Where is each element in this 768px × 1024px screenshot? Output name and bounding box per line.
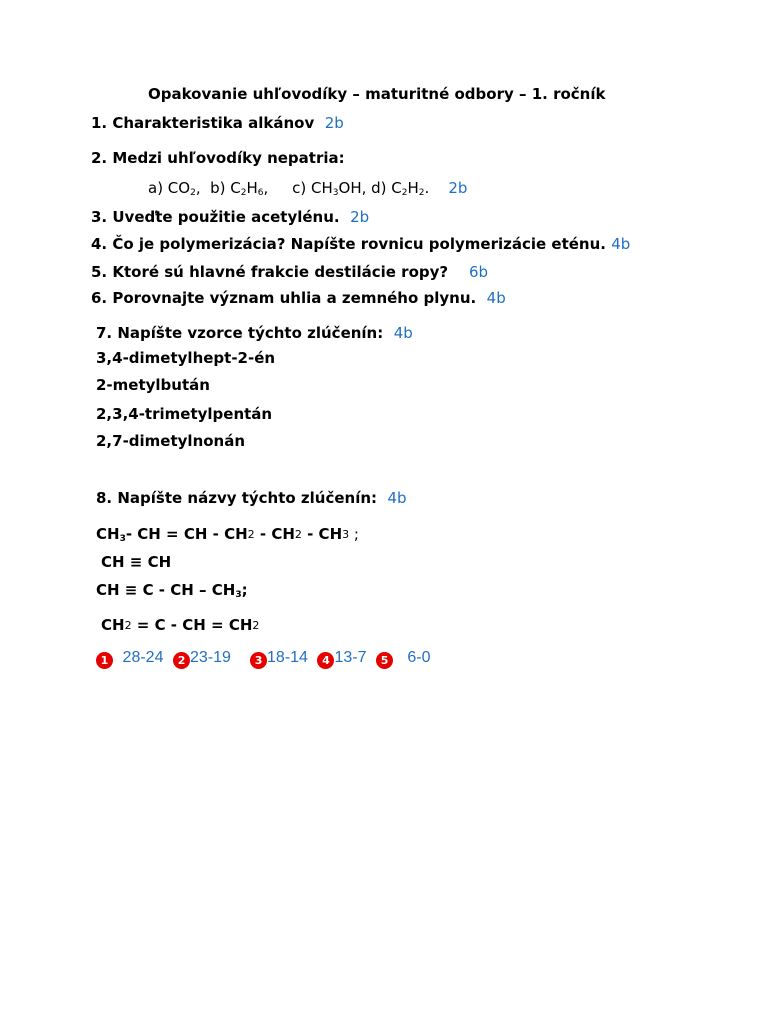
question-4: 4. Čo je polymerizácia? Napíšte rovnicu polymerizácie eténu. 4b (91, 235, 631, 253)
grading-scale (96, 648, 431, 669)
question-2-points: 2b (448, 179, 468, 197)
question-6: 6. Porovnajte význam uhlia a zemného plynu. 4b (91, 289, 506, 307)
question-3-points: 2b (350, 208, 370, 226)
grade-badge-1: 1 (96, 652, 113, 669)
compound-item: 2,7-dimetylnonán (96, 432, 246, 450)
grade-badge-2: 2 (173, 652, 190, 669)
question-4-points: 4b (611, 235, 631, 253)
grade-badge-5: 5 (376, 652, 393, 669)
question-3: 3. Uveďte použitie acetylénu. 2b (91, 208, 370, 226)
question-7-points: 4b (393, 324, 413, 342)
question-8-points: 4b (387, 489, 407, 507)
question-5: 5. Ktoré sú hlavné frakcie destilácie ropy? 6b (91, 263, 489, 281)
question-2: 2. Medzi uhľovodíky nepatria: (91, 149, 345, 167)
formula-2: CH ≡ CH (101, 553, 172, 571)
grade-range-2: 23-19 (190, 649, 231, 666)
grade-range-3: 18-14 (267, 649, 308, 666)
question-2-options: a) $CO_2$, b) $C_2H_6$, c) $CH_3OH$, d) $C_2H_2$. 2b (148, 179, 468, 198)
formula-3: CH ≡ C - CH – $CH_3$; (96, 581, 248, 600)
compound-item: 2,3,4-trimetylpentán (96, 405, 273, 423)
question-8: 8. Napíšte názvy týchto zlúčenín: 4b (96, 489, 407, 507)
compound-item: 2-metylbután (96, 376, 210, 394)
grade-badge-4: 4 (317, 652, 334, 669)
question-1-text: 1. Charakteristika alkánov (91, 114, 315, 132)
question-5-points: 6b (468, 263, 489, 281)
grade-range-5: 6-0 (407, 649, 431, 666)
question-7: 7. Napíšte vzorce týchto zlúčenín: 4b (96, 324, 413, 342)
formula-1: $CH_3-$ CH = CH - CH2 - CH2 - CH3 ; (96, 525, 359, 544)
compound-item: 3,4-dimetylhept-2-én (96, 349, 276, 367)
grade-range-4: 13-7 (334, 649, 367, 666)
question-1-points: 2b (324, 114, 344, 132)
document-title: Opakovanie uhľovodíky – maturitné odbory – 1. ročník (148, 85, 606, 103)
grade-badge-3: 3 (250, 652, 267, 669)
grade-range-1: 28-24 (122, 649, 164, 666)
formula-4: CH2 = C - CH = CH2 (101, 616, 260, 634)
question-6-points: 4b (486, 289, 506, 307)
question-1 (91, 114, 344, 132)
